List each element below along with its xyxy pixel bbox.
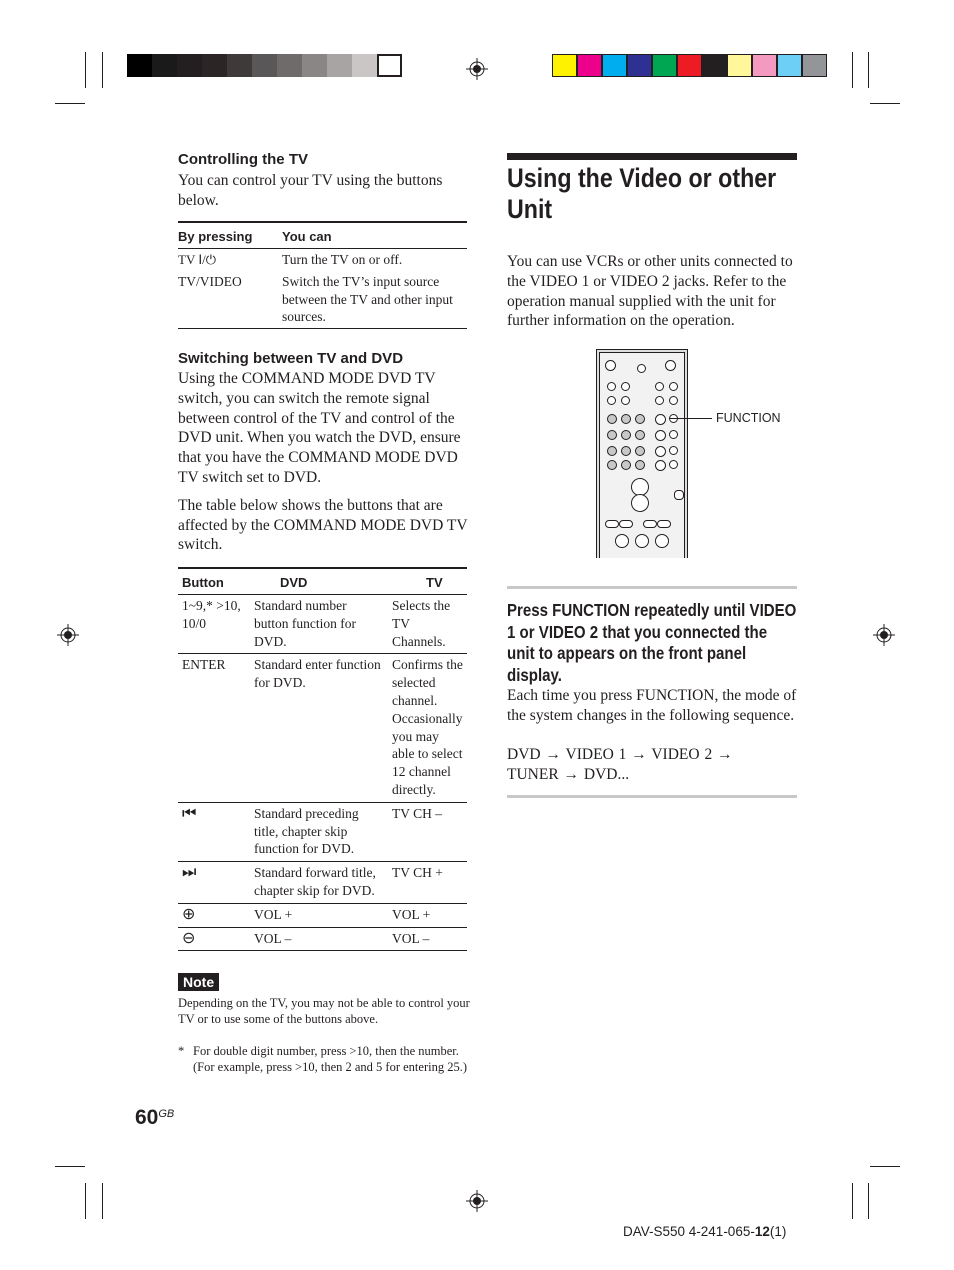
gray-swatch [227, 54, 252, 77]
command-mode-table [178, 567, 467, 951]
remote-volume-minus-button [631, 494, 649, 512]
remote-button [669, 446, 678, 455]
table-cell: 1~9,* >10, 10/0 [178, 595, 250, 654]
sequence-line-1: DVD → VIDEO 1 → VIDEO 2 → [507, 746, 733, 763]
remote-button [669, 430, 678, 439]
gray-swatch [352, 54, 377, 77]
left-column [178, 151, 468, 211]
step-rule-top [507, 586, 797, 589]
remote-button [637, 364, 646, 373]
color-swatch [652, 54, 677, 77]
color-swatch [602, 54, 627, 77]
model-code-bold: 12 [754, 1224, 770, 1239]
table-cell: ENTER [178, 654, 250, 802]
table-cell: Switch the TV’s input source between the TV and other input sources. [282, 273, 453, 325]
table-row [178, 654, 467, 802]
table-cell: Confirms the selected channel. Occasionally you may able to select 12 channel directly. [388, 654, 467, 802]
remote-number-button [607, 414, 617, 424]
remote-play-button [635, 534, 649, 548]
table-cell: TV CH – [388, 802, 467, 861]
table-cell: Standard forward title, chapter skip for DVD. [250, 862, 388, 904]
remote-number-button [635, 460, 645, 470]
page-number-value: 60 [135, 1106, 159, 1129]
table-cell: VOL + [388, 903, 467, 927]
section-title: Using the Video or other Unit [507, 163, 777, 224]
remote-play-button [615, 534, 629, 548]
table-cell: Turn the TV on or off. [278, 249, 467, 271]
remote-skip-button [605, 520, 619, 528]
registration-mark-right [873, 624, 895, 646]
remote-number-button [635, 414, 645, 424]
table-cell: Standard preceding title, chapter skip function for DVD. [250, 802, 388, 861]
remote-switch [674, 490, 684, 500]
remote-button [655, 446, 666, 457]
remote-number-button [607, 430, 617, 440]
color-swatch [777, 54, 802, 77]
table-header: You can [282, 229, 332, 244]
table-cell: Standard enter function for DVD. [250, 654, 388, 802]
remote-number-button [635, 430, 645, 440]
step-text: Each time you press FUNCTION, the mode of the system changes in the following sequence. [507, 687, 797, 724]
controlling-tv-text: You can control your TV using the buttons below. [178, 172, 443, 209]
color-swatch [577, 54, 602, 77]
function-callout-line [670, 418, 712, 419]
page-number-suffix: GB [158, 1108, 175, 1120]
color-swatch [702, 54, 727, 77]
gray-swatch [127, 54, 152, 77]
color-swatch [552, 54, 577, 77]
remote-number-button [607, 460, 617, 470]
remote-button [669, 382, 678, 391]
table-cell: ⊖ [178, 927, 250, 950]
switching-paragraph-2: The table below shows the buttons that are affected by the COMMAND MODE DVD TV switch. [178, 496, 468, 554]
note-text: Depending on the TV, you may not be able to control your TV or to use some of the buttons above. [178, 996, 470, 1026]
switching-section [178, 350, 470, 555]
remote-skip-button [619, 520, 633, 528]
table-row [178, 903, 467, 927]
step-heading: Press FUNCTION repeatedly until VIDEO 1 or VIDEO 2 that you connected the unit to appears on the front panel display. [507, 600, 797, 685]
table-cell: Standard number button function for DVD. [250, 595, 388, 654]
remote-skip-button [643, 520, 657, 528]
table-cell: ⏮ [178, 802, 250, 861]
remote-play-button [655, 534, 669, 548]
table-cell: VOL + [250, 903, 388, 927]
footnote-text: For double digit number, press >10, then the number. (For example, press >10, then 2 and 5 for entering 25.) [193, 1044, 467, 1074]
remote-number-button [607, 446, 617, 456]
function-callout-label: FUNCTION [716, 411, 781, 425]
remote-button [655, 460, 666, 471]
footnote-mark: * [178, 1044, 185, 1058]
sequence-line-2: TUNER → DVD... [507, 766, 630, 783]
table-cell: TV/VIDEO [178, 273, 242, 289]
remote-button [655, 430, 666, 441]
step-rule-bottom [507, 795, 797, 798]
table-row [178, 595, 467, 654]
color-swatch [802, 54, 827, 77]
table-cell: VOL – [250, 927, 388, 950]
table-row [178, 927, 467, 950]
color-swatch [727, 54, 752, 77]
remote-button [621, 396, 630, 405]
title-rule [507, 153, 797, 160]
remote-button [621, 382, 630, 391]
table-row [178, 802, 467, 861]
gray-swatch [327, 54, 352, 77]
remote-button [607, 382, 616, 391]
gray-swatch [302, 54, 327, 77]
remote-button [655, 382, 664, 391]
remote-button [655, 396, 664, 405]
table-header: TV [426, 575, 443, 590]
registration-mark-top [466, 58, 488, 80]
model-code-suffix: (1) [769, 1224, 787, 1239]
table-cell: ⊕ [178, 903, 250, 927]
remote-skip-button [657, 520, 671, 528]
color-swatch [677, 54, 702, 77]
registration-mark-bottom [466, 1190, 488, 1212]
gray-swatch [177, 54, 202, 77]
remote-number-button [621, 414, 631, 424]
color-swatch [627, 54, 652, 77]
table-cell: TV Ⅰ/⏻ [178, 249, 278, 271]
switching-paragraph-1: Using the COMMAND MODE DVD TV switch, you can switch the remote signal between control of the TV and control of the DVD unit. When you watch the DVD, ensure that you have the COMMAND MODE DVD TV switch set to DVD. [178, 370, 461, 486]
gray-swatch [277, 54, 302, 77]
gray-swatch [152, 54, 177, 77]
table-row [178, 862, 467, 904]
table-header: By pressing [178, 229, 253, 244]
table-header: Button [182, 575, 224, 590]
remote-power-button [605, 360, 616, 371]
remote-number-button [635, 446, 645, 456]
switching-heading: Switching between TV and DVD [178, 350, 404, 367]
gray-swatch [202, 54, 227, 77]
remote-button [607, 396, 616, 405]
remote-control-illustration [596, 349, 688, 558]
registration-mark-left [57, 624, 79, 646]
table-header: DVD [280, 575, 308, 590]
color-swatch [752, 54, 777, 77]
tv-control-table [178, 221, 467, 329]
gray-swatch [252, 54, 277, 77]
controlling-tv-heading: Controlling the TV [178, 151, 308, 168]
table-cell: VOL – [388, 927, 467, 950]
model-code [623, 1224, 786, 1239]
table-cell: Selects the TV Channels. [388, 595, 467, 654]
table-cell: ⏭ [178, 862, 250, 904]
remote-button [669, 460, 678, 469]
table-cell: TV CH + [388, 862, 467, 904]
gray-swatch [377, 54, 402, 77]
remote-number-button [621, 460, 631, 470]
note-label: Note [178, 973, 219, 991]
remote-function-button [655, 414, 666, 425]
remote-eject-button [665, 360, 676, 371]
footnote [178, 1043, 470, 1075]
remote-button [669, 396, 678, 405]
page-number [135, 1106, 174, 1130]
remote-number-button [621, 446, 631, 456]
remote-number-button [621, 430, 631, 440]
model-code-prefix: DAV-S550 4-241-065- [623, 1224, 755, 1239]
intro-text: You can use VCRs or other units connected to the VIDEO 1 or VIDEO 2 jacks. Refer to the operation manual supplied with the unit for further information on the operation. [507, 253, 793, 330]
